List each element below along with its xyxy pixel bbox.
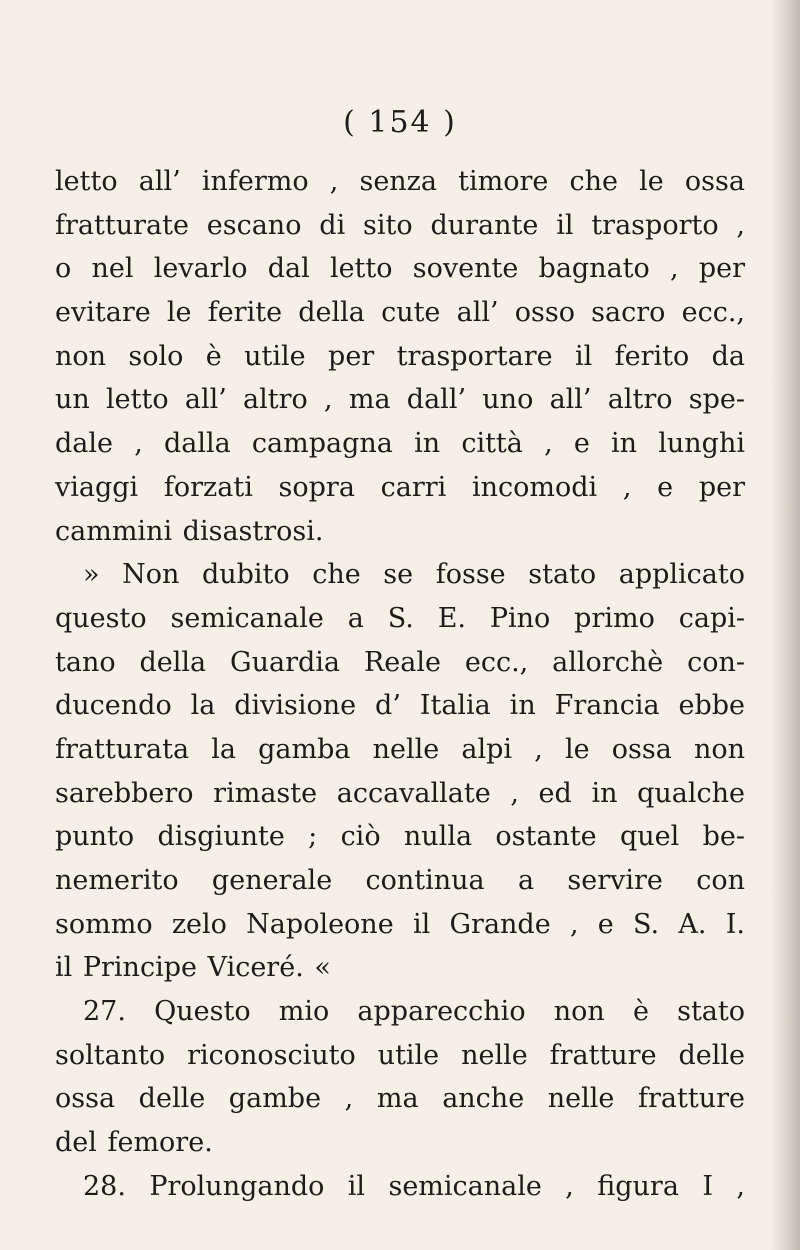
page-number: ( 154 ) (343, 105, 457, 140)
text-line: nemerito generale continua a servire con (55, 865, 745, 896)
text-line: un letto all’ altro , ma dall’ uno all’ altro spe- (55, 384, 745, 416)
body-text (55, 160, 745, 1209)
text-line: o nel levarlo dal letto sovente bagnato , per (55, 253, 745, 285)
text-line: ossa delle gambe , ma anche nelle fratture (55, 1083, 745, 1115)
text-line: viaggi forzati sopra carri incomodi , e per (55, 471, 745, 503)
text-line: 28. Prolungando il semicanale , figura I , (83, 1170, 745, 1202)
text-line: fratturate escano di sito durante il trasporto , (55, 209, 745, 241)
text-line: del femore. (55, 1127, 213, 1159)
text-line: sommo zelo Napoleone il Grande , e S. A. I. (55, 908, 745, 940)
text-line: evitare le ferite della cute all’ osso sacro ecc., (55, 297, 745, 329)
text-line: punto disgiunte ; ciò nulla ostante quel be- (55, 821, 745, 853)
text-line: sarebbero rimaste accavallate , ed in qualche (55, 777, 745, 809)
text-line: ducendo la divisione d’ Italia in Francia ebbe (55, 690, 745, 722)
text-line: il Principe Viceré. « (55, 952, 331, 984)
text-line: non solo è utile per trasportare il ferito da (55, 340, 745, 372)
text-line: » Non dubito che se fosse stato applicato (83, 559, 745, 591)
text-line: tano della Guardia Reale ecc., allorchè con- (55, 646, 745, 678)
text-line: fratturata la gamba nelle alpi , le ossa non (55, 733, 745, 765)
text-line: 27. Questo mio apparecchio non è stato (83, 996, 745, 1028)
text-line: cammini disastrosi. (55, 515, 324, 547)
text-line: soltanto riconosciuto utile nelle fratture delle (55, 1039, 745, 1071)
text-line: questo semicanale a S. E. Pino primo capi- (55, 602, 745, 634)
text-line: letto all’ infermo , senza timore che le ossa (55, 166, 745, 197)
text-line: dale , dalla campagna in città , e in lunghi (55, 428, 745, 460)
